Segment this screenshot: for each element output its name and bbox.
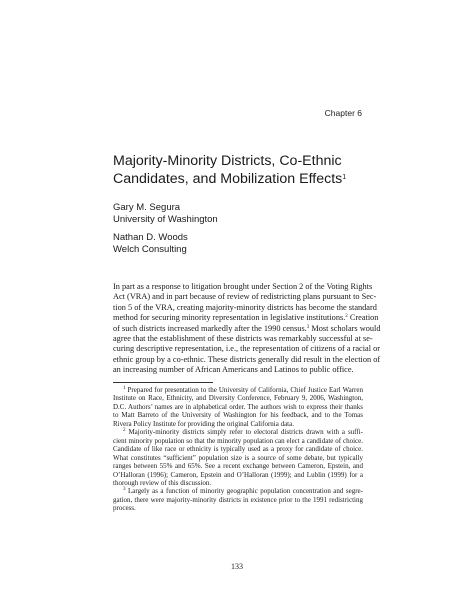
- body-line: [113, 323, 381, 334]
- body-text: of such districts increased markedly after the 1990 census.: [113, 323, 307, 333]
- footnote-rule: [113, 382, 213, 383]
- footnote-mark: 2: [123, 428, 126, 434]
- chapter-title: [113, 152, 373, 188]
- body-text: Creation: [347, 313, 379, 323]
- body-text: Most scholars would: [309, 323, 381, 333]
- body-line: Act (VRA) and in part because of review of redistricting plans pursuant to Sec-: [113, 292, 377, 302]
- footnote-line: process.: [113, 504, 136, 513]
- title-line-1: Majority-Minority Districts, Co-Ethnic: [113, 153, 342, 169]
- footnote-text: Majority-minority districts simply refer to electoral districts drawn with a suffi-: [125, 428, 363, 437]
- footnote-line: [113, 487, 363, 495]
- body-line: In part as a response to litigation brought under Section 2 of the Voting Rights: [113, 282, 373, 291]
- body-line: [113, 313, 379, 323]
- footnote-line: What constitutes “sufficient” population size is a source of some debate, but typically: [113, 453, 363, 462]
- footnote-line: gation, there were majority-minority districts in existence prior to the 1991 redistricting: [113, 495, 363, 504]
- footnote-line: cient minority population so that the minority population can elect a candidate of choice.: [113, 436, 363, 445]
- body-line: agree that the establishment of these districts was remarkably successful at se-: [113, 334, 373, 344]
- author-entry: [113, 232, 363, 255]
- author-name: Gary M. Segura: [113, 202, 181, 213]
- footnote-line: [113, 428, 363, 436]
- footnote-mark: 3: [123, 487, 126, 493]
- footnote-text: Largely as a function of minority geographic population concentration and segre-: [125, 487, 363, 496]
- title-footnote-mark[interactable]: 1: [342, 174, 347, 181]
- footnote-line: Rivera Policy Institute for providing the original California data.: [113, 419, 294, 428]
- footnote-reference[interactable]: 3: [306, 324, 310, 330]
- body-line: tion 5 of the VRA, creating majority-minority districts has become the standard: [113, 302, 377, 312]
- body-line: ethnic group by a co-ethnic. These districts generally did result in the election of: [113, 354, 381, 364]
- footnote-line: to Matt Barreto of the University of Washington for his feedback, and to the Tomas: [113, 411, 363, 420]
- body-line: an increasing number of African Americans and Latinos to public office.: [113, 365, 354, 375]
- footnote-line: D.C. Authors’ names are in alphabetical order. The authors wish to express their thanks: [113, 402, 363, 411]
- footnote-line: ranges between 55% and 65%. See a recent exchange between Cameron, Epstein, and: [113, 462, 363, 471]
- footnote-line: Institute on Race, Ethnicity, and Diversity Conference, February 9, 2006, Washington,: [113, 394, 363, 403]
- footnote-text: Prepared for presentation to the University of California, Chief Justice Earl Warren: [125, 386, 363, 394]
- footnote-line: thorough review of this discussion.: [113, 478, 212, 487]
- page-number: 133: [231, 562, 243, 571]
- author-affiliation: University of Washington: [113, 213, 218, 225]
- footnote-line: Candidate of like race or ethnicity is typically used as a proxy for candidate of choice.: [113, 445, 363, 454]
- footnote-line: [113, 386, 363, 394]
- body-line: curing descriptive representation, i.e., the representation of citizens of a racial or: [113, 344, 380, 354]
- author-block: [113, 202, 363, 255]
- footnote-reference[interactable]: 2: [345, 314, 348, 320]
- footnotes: [113, 386, 363, 513]
- title-line-2: Candidates, and Mobilization Effects: [113, 171, 343, 187]
- footnote-mark: 1: [123, 386, 126, 391]
- chapter-label: Chapter 6: [324, 108, 362, 118]
- footnote-line: O’Halloran (1996); Cameron, Epstein and O’Halloran (1999); and Lublin (1999) for a: [113, 470, 363, 479]
- author-entry: [113, 202, 363, 225]
- body-paragraph: [113, 282, 381, 376]
- author-affiliation: Welch Consulting: [113, 243, 187, 255]
- author-name: Nathan D. Woods: [113, 232, 188, 243]
- body-text: method for securing minority representation in legislative institutions.: [113, 313, 346, 323]
